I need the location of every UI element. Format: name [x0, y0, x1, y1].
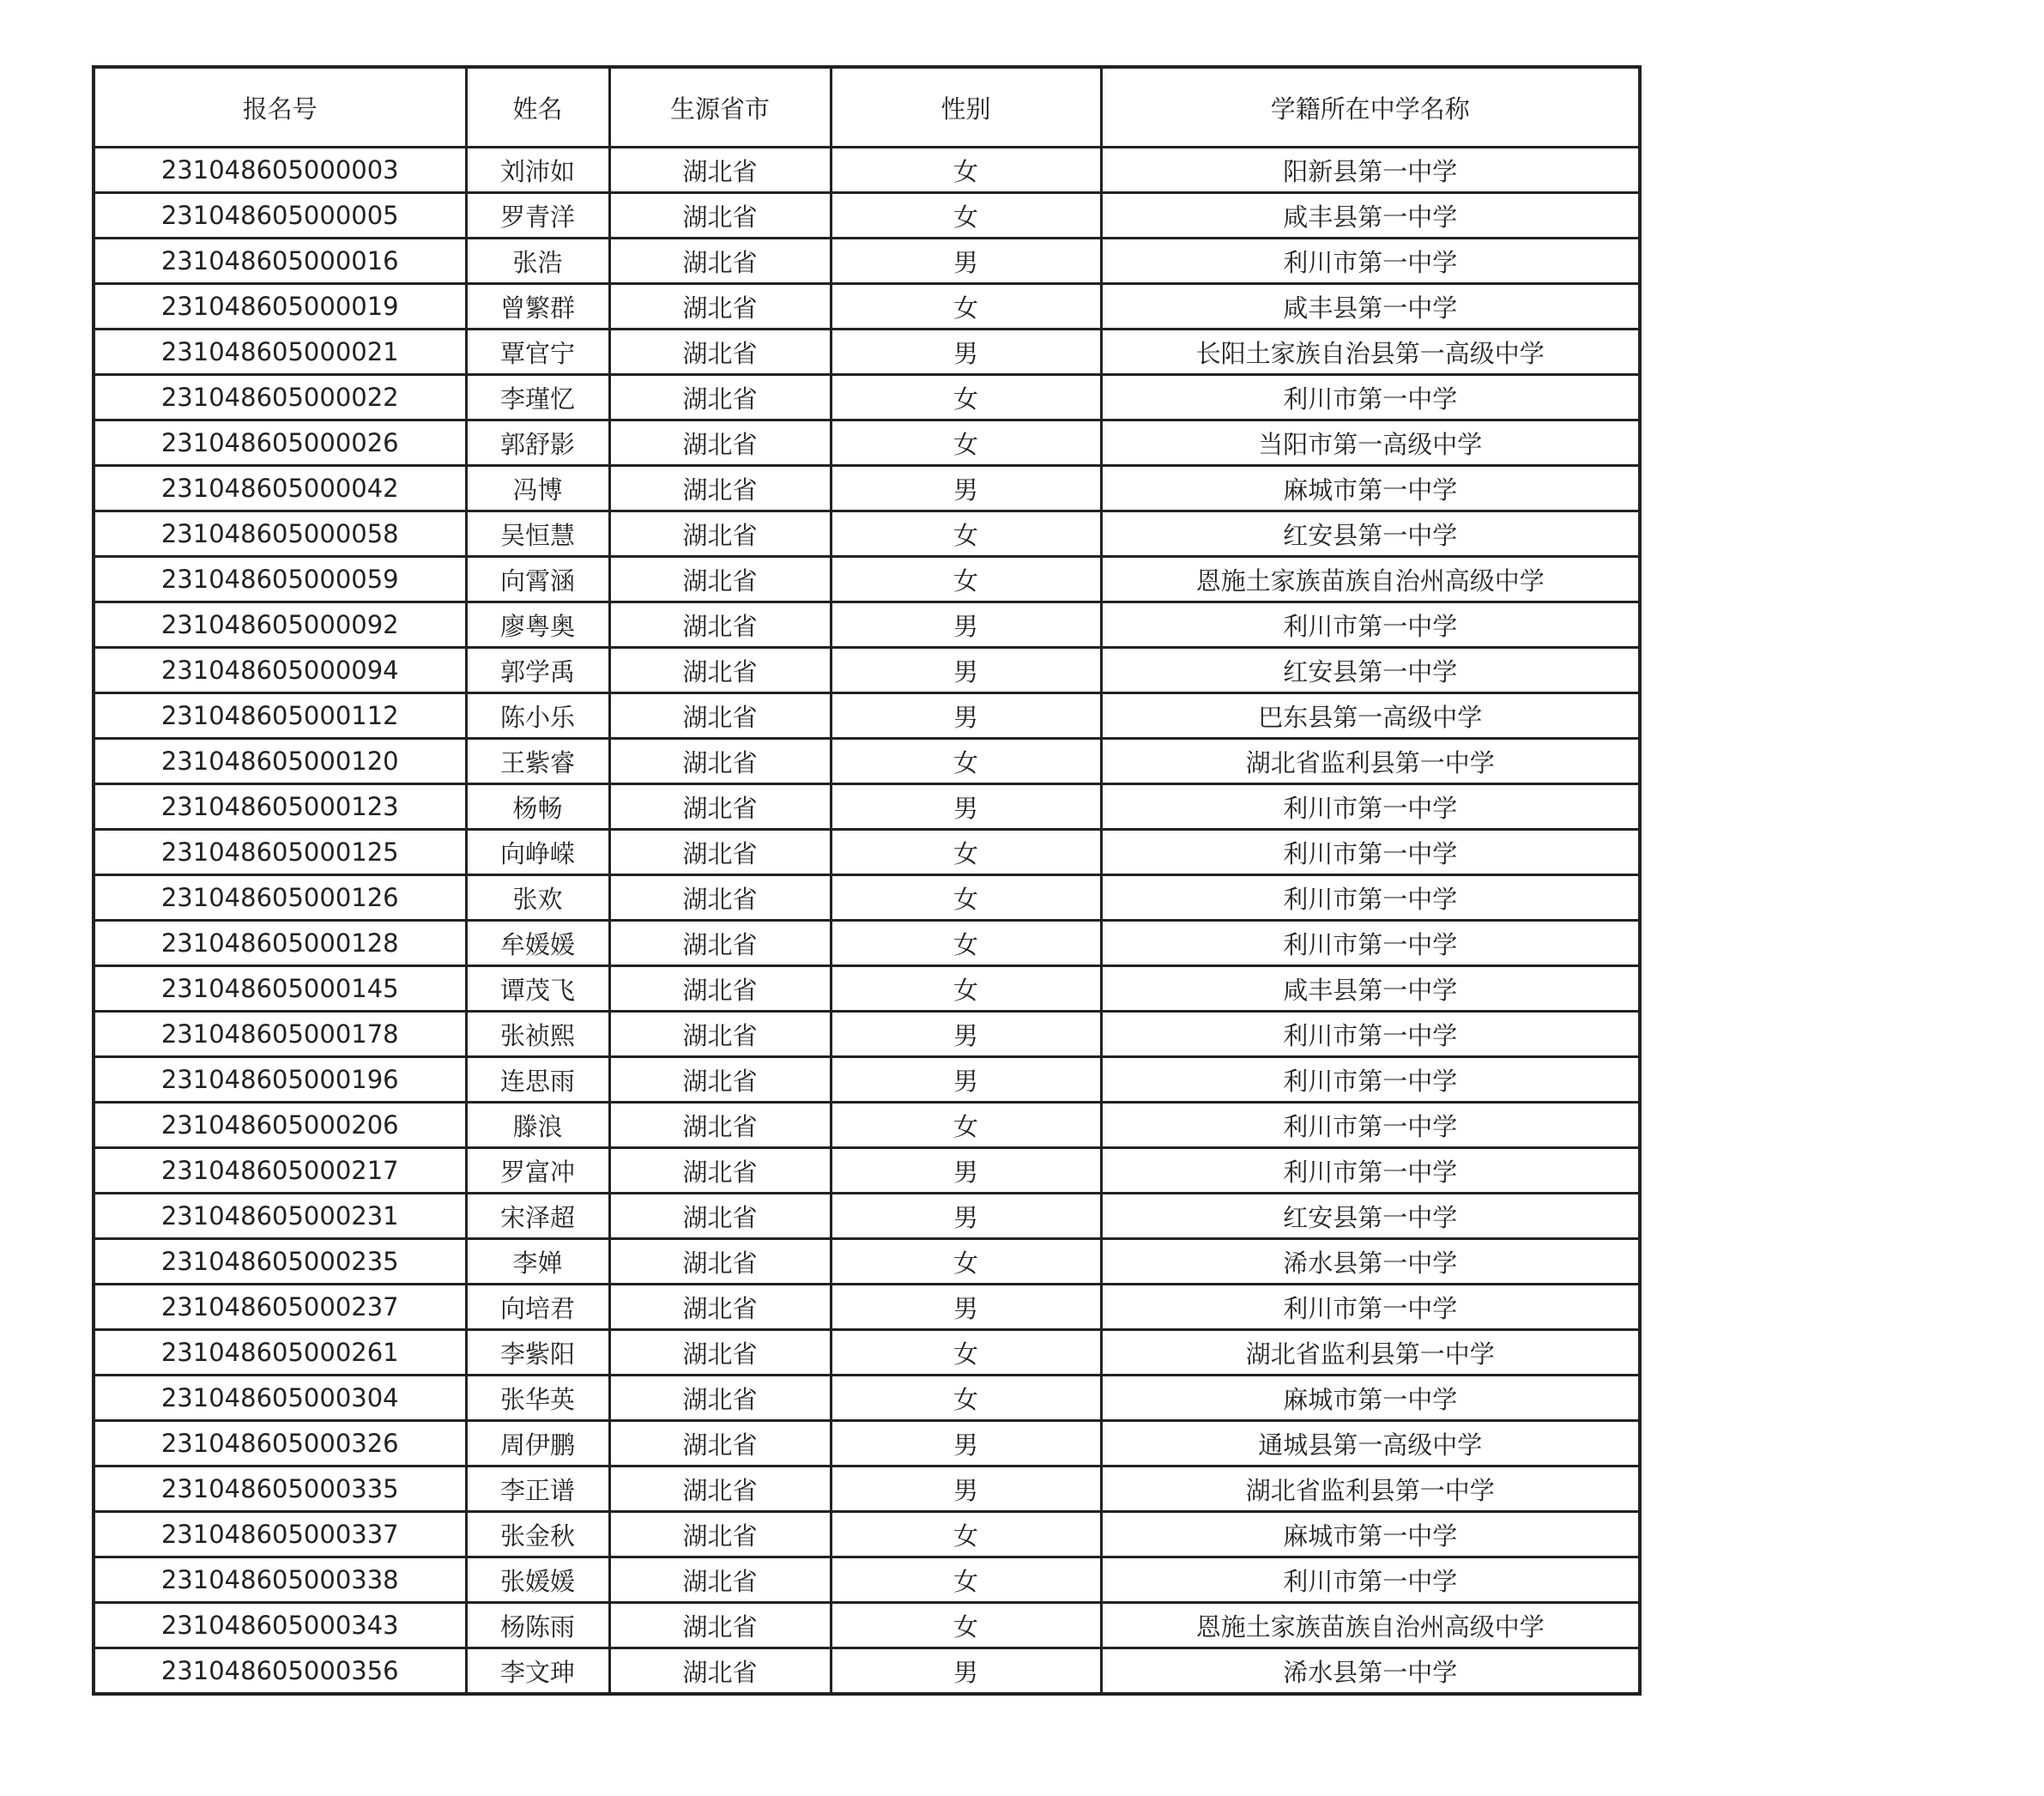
name-cell: 杨畅: [466, 784, 609, 830]
gender-cell: 女: [831, 739, 1101, 784]
name-cell: 连思雨: [466, 1057, 609, 1103]
gender-cell: 女: [831, 148, 1101, 193]
roster-body: [94, 148, 1640, 1695]
registration-number-cell: 231048605000145: [94, 966, 466, 1012]
name-cell: 张华英: [466, 1376, 609, 1421]
table-row: [94, 1057, 1640, 1103]
origin-province-cell: 湖北省: [609, 602, 831, 648]
origin-province-cell: 湖北省: [609, 1103, 831, 1148]
gender-cell: 男: [831, 466, 1101, 511]
origin-province-cell: 湖北省: [609, 1012, 831, 1057]
registration-number-cell: 231048605000094: [94, 648, 466, 693]
origin-province-cell: 湖北省: [609, 511, 831, 557]
table-row: [94, 1148, 1640, 1194]
name-cell: 向峥嵘: [466, 830, 609, 875]
registration-number-cell: 231048605000059: [94, 557, 466, 602]
school-name-cell: 利川市第一中学: [1101, 1012, 1640, 1057]
registration-number-cell: 231048605000337: [94, 1512, 466, 1557]
school-name-cell: 咸丰县第一中学: [1101, 284, 1640, 330]
header-registration-number: 报名号: [94, 67, 466, 148]
registration-number-cell: 231048605000128: [94, 921, 466, 966]
school-name-cell: 恩施土家族苗族自治州高级中学: [1101, 1603, 1640, 1648]
origin-province-cell: 湖北省: [609, 1376, 831, 1421]
origin-province-cell: 湖北省: [609, 239, 831, 284]
table-row: [94, 1466, 1640, 1512]
school-name-cell: 利川市第一中学: [1101, 602, 1640, 648]
school-name-cell: 阳新县第一中学: [1101, 148, 1640, 193]
header-school-name: 学籍所在中学名称: [1101, 67, 1640, 148]
table-row: [94, 1512, 1640, 1557]
registration-number-cell: 231048605000231: [94, 1194, 466, 1239]
gender-cell: 男: [831, 1285, 1101, 1330]
school-name-cell: 巴东县第一高级中学: [1101, 693, 1640, 739]
school-name-cell: 利川市第一中学: [1101, 784, 1640, 830]
school-name-cell: 湖北省监利县第一中学: [1101, 1466, 1640, 1512]
gender-cell: 女: [831, 1239, 1101, 1285]
registration-number-cell: 231048605000217: [94, 1148, 466, 1194]
name-cell: 李文珅: [466, 1648, 609, 1695]
registration-number-cell: 231048605000335: [94, 1466, 466, 1512]
table-row: [94, 466, 1640, 511]
name-cell: 张金秋: [466, 1512, 609, 1557]
name-cell: 牟媛媛: [466, 921, 609, 966]
header-origin-province: 生源省市: [609, 67, 831, 148]
table-row: [94, 148, 1640, 193]
origin-province-cell: 湖北省: [609, 193, 831, 239]
name-cell: 陈小乐: [466, 693, 609, 739]
registration-number-cell: 231048605000005: [94, 193, 466, 239]
gender-cell: 女: [831, 966, 1101, 1012]
name-cell: 杨陈雨: [466, 1603, 609, 1648]
table-row: [94, 921, 1640, 966]
gender-cell: 男: [831, 330, 1101, 375]
registration-number-cell: 231048605000206: [94, 1103, 466, 1148]
table-row: [94, 284, 1640, 330]
origin-province-cell: 湖北省: [609, 966, 831, 1012]
origin-province-cell: 湖北省: [609, 1148, 831, 1194]
registration-number-cell: 231048605000042: [94, 466, 466, 511]
registration-number-cell: 231048605000112: [94, 693, 466, 739]
school-name-cell: 红安县第一中学: [1101, 1194, 1640, 1239]
gender-cell: 男: [831, 1012, 1101, 1057]
school-name-cell: 红安县第一中学: [1101, 648, 1640, 693]
origin-province-cell: 湖北省: [609, 739, 831, 784]
origin-province-cell: 湖北省: [609, 420, 831, 466]
name-cell: 张浩: [466, 239, 609, 284]
registration-number-cell: 231048605000019: [94, 284, 466, 330]
origin-province-cell: 湖北省: [609, 1330, 831, 1376]
name-cell: 张欢: [466, 875, 609, 921]
table-row: [94, 193, 1640, 239]
origin-province-cell: 湖北省: [609, 1557, 831, 1603]
origin-province-cell: 湖北省: [609, 330, 831, 375]
registration-number-cell: 231048605000125: [94, 830, 466, 875]
school-name-cell: 利川市第一中学: [1101, 375, 1640, 420]
gender-cell: 女: [831, 284, 1101, 330]
table-row: [94, 511, 1640, 557]
roster-table: [92, 65, 1642, 1696]
table-row: [94, 1285, 1640, 1330]
header-name: 姓名: [466, 67, 609, 148]
name-cell: 张媛媛: [466, 1557, 609, 1603]
table-row: [94, 1421, 1640, 1466]
school-name-cell: 浠水县第一中学: [1101, 1648, 1640, 1695]
gender-cell: 男: [831, 648, 1101, 693]
school-name-cell: 湖北省监利县第一中学: [1101, 739, 1640, 784]
table-row: [94, 602, 1640, 648]
name-cell: 向培君: [466, 1285, 609, 1330]
school-name-cell: 咸丰县第一中学: [1101, 193, 1640, 239]
name-cell: 张祯熙: [466, 1012, 609, 1057]
name-cell: 郭学禹: [466, 648, 609, 693]
origin-province-cell: 湖北省: [609, 648, 831, 693]
origin-province-cell: 湖北省: [609, 693, 831, 739]
school-name-cell: 恩施土家族苗族自治州高级中学: [1101, 557, 1640, 602]
gender-cell: 女: [831, 921, 1101, 966]
table-row: [94, 1557, 1640, 1603]
name-cell: 宋泽超: [466, 1194, 609, 1239]
table-row: [94, 966, 1640, 1012]
name-cell: 谭茂飞: [466, 966, 609, 1012]
gender-cell: 女: [831, 1512, 1101, 1557]
school-name-cell: 湖北省监利县第一中学: [1101, 1330, 1640, 1376]
registration-number-cell: 231048605000326: [94, 1421, 466, 1466]
gender-cell: 女: [831, 511, 1101, 557]
origin-province-cell: 湖北省: [609, 375, 831, 420]
origin-province-cell: 湖北省: [609, 1603, 831, 1648]
origin-province-cell: 湖北省: [609, 1194, 831, 1239]
name-cell: 曾繁群: [466, 284, 609, 330]
name-cell: 李瑾忆: [466, 375, 609, 420]
origin-province-cell: 湖北省: [609, 1057, 831, 1103]
table-row: [94, 1376, 1640, 1421]
school-name-cell: 浠水县第一中学: [1101, 1239, 1640, 1285]
origin-province-cell: 湖北省: [609, 784, 831, 830]
name-cell: 李婵: [466, 1239, 609, 1285]
registration-number-cell: 231048605000092: [94, 602, 466, 648]
gender-cell: 男: [831, 1194, 1101, 1239]
registration-number-cell: 231048605000120: [94, 739, 466, 784]
registration-number-cell: 231048605000338: [94, 1557, 466, 1603]
registration-number-cell: 231048605000058: [94, 511, 466, 557]
gender-cell: 男: [831, 239, 1101, 284]
table-row: [94, 1194, 1640, 1239]
roster-sheet: [92, 65, 1642, 1696]
table-row: [94, 375, 1640, 420]
gender-cell: 男: [831, 602, 1101, 648]
registration-number-cell: 231048605000261: [94, 1330, 466, 1376]
table-row: [94, 1603, 1640, 1648]
table-row: [94, 1239, 1640, 1285]
gender-cell: 女: [831, 193, 1101, 239]
name-cell: 周伊鹏: [466, 1421, 609, 1466]
table-row: [94, 693, 1640, 739]
registration-number-cell: 231048605000022: [94, 375, 466, 420]
registration-number-cell: 231048605000021: [94, 330, 466, 375]
name-cell: 冯博: [466, 466, 609, 511]
gender-cell: 男: [831, 1648, 1101, 1695]
registration-number-cell: 231048605000003: [94, 148, 466, 193]
origin-province-cell: 湖北省: [609, 557, 831, 602]
gender-cell: 女: [831, 557, 1101, 602]
origin-province-cell: 湖北省: [609, 875, 831, 921]
registration-number-cell: 231048605000235: [94, 1239, 466, 1285]
table-row: [94, 830, 1640, 875]
name-cell: 李正谱: [466, 1466, 609, 1512]
gender-cell: 女: [831, 1376, 1101, 1421]
origin-province-cell: 湖北省: [609, 1239, 831, 1285]
origin-province-cell: 湖北省: [609, 284, 831, 330]
school-name-cell: 利川市第一中学: [1101, 1057, 1640, 1103]
table-row: [94, 648, 1640, 693]
table-row: [94, 784, 1640, 830]
school-name-cell: 利川市第一中学: [1101, 1148, 1640, 1194]
gender-cell: 男: [831, 1057, 1101, 1103]
origin-province-cell: 湖北省: [609, 921, 831, 966]
name-cell: 覃官宁: [466, 330, 609, 375]
gender-cell: 女: [831, 420, 1101, 466]
name-cell: 刘沛如: [466, 148, 609, 193]
registration-number-cell: 231048605000016: [94, 239, 466, 284]
school-name-cell: 利川市第一中学: [1101, 921, 1640, 966]
registration-number-cell: 231048605000343: [94, 1603, 466, 1648]
table-row: [94, 557, 1640, 602]
name-cell: 滕浪: [466, 1103, 609, 1148]
table-row: [94, 1330, 1640, 1376]
registration-number-cell: 231048605000126: [94, 875, 466, 921]
registration-number-cell: 231048605000026: [94, 420, 466, 466]
school-name-cell: 利川市第一中学: [1101, 1103, 1640, 1148]
school-name-cell: 利川市第一中学: [1101, 239, 1640, 284]
school-name-cell: 当阳市第一高级中学: [1101, 420, 1640, 466]
school-name-cell: 红安县第一中学: [1101, 511, 1640, 557]
school-name-cell: 麻城市第一中学: [1101, 1376, 1640, 1421]
table-row: [94, 330, 1640, 375]
header-gender: 性别: [831, 67, 1101, 148]
school-name-cell: 利川市第一中学: [1101, 830, 1640, 875]
name-cell: 廖粤奥: [466, 602, 609, 648]
header-row: [94, 67, 1640, 148]
gender-cell: 女: [831, 1103, 1101, 1148]
registration-number-cell: 231048605000304: [94, 1376, 466, 1421]
table-row: [94, 875, 1640, 921]
registration-number-cell: 231048605000196: [94, 1057, 466, 1103]
name-cell: 李紫阳: [466, 1330, 609, 1376]
name-cell: 向霄涵: [466, 557, 609, 602]
name-cell: 吴恒慧: [466, 511, 609, 557]
school-name-cell: 长阳土家族自治县第一高级中学: [1101, 330, 1640, 375]
origin-province-cell: 湖北省: [609, 1512, 831, 1557]
name-cell: 王紫睿: [466, 739, 609, 784]
gender-cell: 男: [831, 1421, 1101, 1466]
origin-province-cell: 湖北省: [609, 830, 831, 875]
registration-number-cell: 231048605000356: [94, 1648, 466, 1695]
gender-cell: 女: [831, 1557, 1101, 1603]
origin-province-cell: 湖北省: [609, 1648, 831, 1695]
gender-cell: 女: [831, 875, 1101, 921]
school-name-cell: 利川市第一中学: [1101, 875, 1640, 921]
table-row: [94, 1648, 1640, 1695]
gender-cell: 男: [831, 693, 1101, 739]
table-row: [94, 420, 1640, 466]
origin-province-cell: 湖北省: [609, 1421, 831, 1466]
registration-number-cell: 231048605000123: [94, 784, 466, 830]
school-name-cell: 利川市第一中学: [1101, 1285, 1640, 1330]
gender-cell: 女: [831, 830, 1101, 875]
origin-province-cell: 湖北省: [609, 148, 831, 193]
gender-cell: 男: [831, 784, 1101, 830]
registration-number-cell: 231048605000237: [94, 1285, 466, 1330]
school-name-cell: 麻城市第一中学: [1101, 466, 1640, 511]
table-row: [94, 239, 1640, 284]
school-name-cell: 利川市第一中学: [1101, 1557, 1640, 1603]
gender-cell: 男: [831, 1148, 1101, 1194]
table-row: [94, 1012, 1640, 1057]
gender-cell: 女: [831, 1603, 1101, 1648]
table-row: [94, 739, 1640, 784]
table-row: [94, 1103, 1640, 1148]
gender-cell: 女: [831, 375, 1101, 420]
school-name-cell: 麻城市第一中学: [1101, 1512, 1640, 1557]
name-cell: 罗青洋: [466, 193, 609, 239]
name-cell: 郭舒影: [466, 420, 609, 466]
origin-province-cell: 湖北省: [609, 1285, 831, 1330]
school-name-cell: 通城县第一高级中学: [1101, 1421, 1640, 1466]
gender-cell: 女: [831, 1330, 1101, 1376]
gender-cell: 男: [831, 1466, 1101, 1512]
name-cell: 罗富冲: [466, 1148, 609, 1194]
school-name-cell: 咸丰县第一中学: [1101, 966, 1640, 1012]
origin-province-cell: 湖北省: [609, 1466, 831, 1512]
origin-province-cell: 湖北省: [609, 466, 831, 511]
registration-number-cell: 231048605000178: [94, 1012, 466, 1057]
